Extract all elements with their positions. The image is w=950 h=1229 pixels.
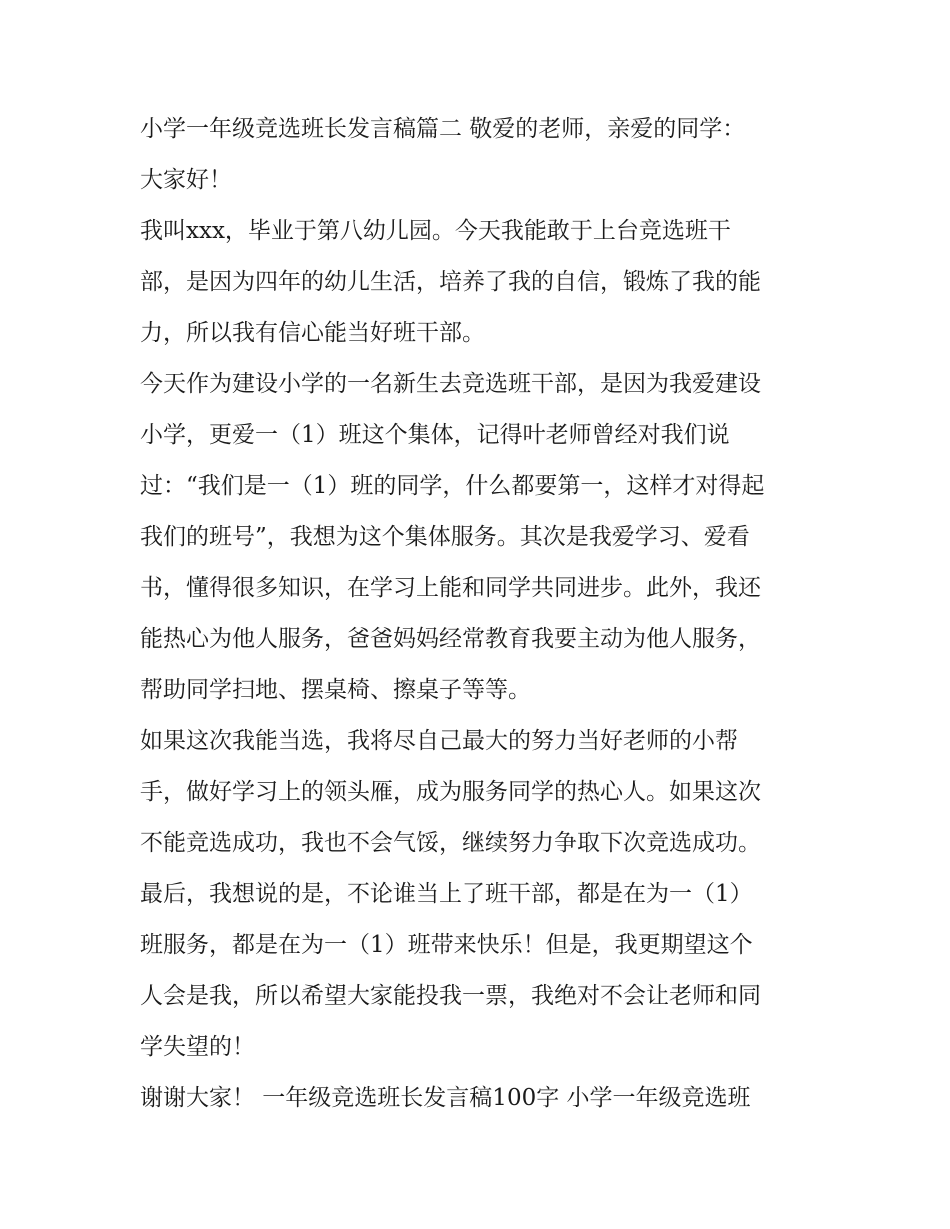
text-line: 我们的班号”，我想为这个集体服务。其次是我爱学习、爱看 [140,524,750,550]
text-line: 书，懂得很多知识，在学习上能和同学共同进步。此外，我还 [140,575,761,601]
text-line: 最后，我想说的是，不论谁当上了班干部，都是在为一（1） [140,881,753,907]
text-line: 力，所以我有信心能当好班干部。 [140,320,485,346]
text-line: 如果这次我能当选，我将尽自己最大的努力当好老师的小帮 [140,728,738,754]
document-body [140,104,820,1124]
text-line: 帮助同学扫地、摆桌椅、擦桌子等等。 [140,677,531,703]
text-line: 不能竞选成功，我也不会气馁，继续努力争取下次竞选成功。 [140,830,761,856]
text-line: 今天作为建设小学的一名新生去竞选班干部，是因为我爱建设 [140,371,761,397]
text-line: 学失望的！ [140,1034,255,1060]
text-line: 班服务，都是在为一（1）班带来快乐！但是，我更期望这个 [140,932,753,958]
text-line: 大家好！ [140,167,232,193]
text-line: 小学一年级竞选班长发言稿篇二 敬爱的老师，亲爱的同学： [140,116,746,142]
text-line: 小学，更爱一（1）班这个集体，记得叶老师曾经对我们说 [140,422,730,448]
text-line: 部，是因为四年的幼儿生活，培养了我的自信，锻炼了我的能 [140,269,761,295]
text-line: 人会是我，所以希望大家能投我一票，我绝对不会让老师和同 [140,983,761,1009]
text-line: 我叫xxx，毕业于第八幼儿园。今天我能敢于上台竞选班干 [140,218,731,244]
text-line: 手，做好学习上的领头雁，成为服务同学的热心人。如果这次 [140,779,761,805]
text-line: 能热心为他人服务，爸爸妈妈经常教育我要主动为他人服务， [140,626,761,652]
text-line: 过：“我们是一（1）班的同学，什么都要第一，这样才对得起 [140,473,765,499]
text-line: 谢谢大家！ 一年级竞选班长发言稿100字 小学一年级竞选班 [140,1085,751,1111]
